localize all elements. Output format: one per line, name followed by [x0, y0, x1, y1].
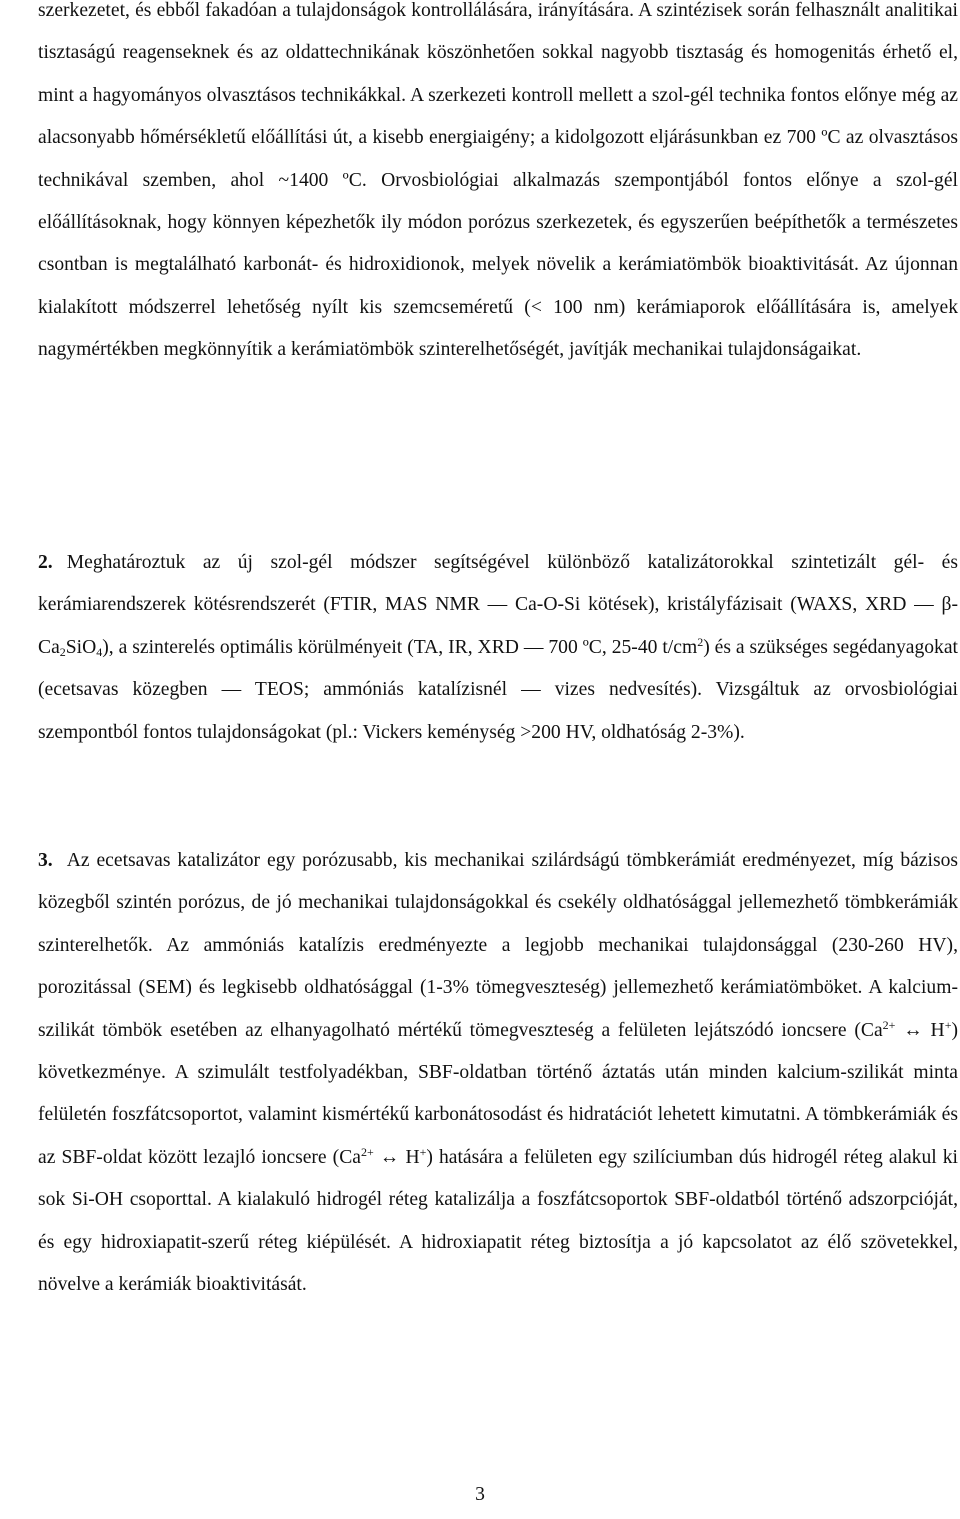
superscript: 2: [697, 634, 704, 649]
paragraph-3-text: ) hatására a felületen egy szilíciumban dús hidrogél réteg alakul ki sok Si-OH csoporttal. A kialakuló hidrogél réteg katalizálja a foszfátcsoportok SBF-oldatból történő adszorpcióját, és egy hidroxiapatit-szerű réteg kiépülését. A hidroxiapatit réteg biztosítja a jó kapcsolatot az élő szövetekkel, növelve a kerámiák bioaktivitását.: [38, 1146, 958, 1296]
paragraph-3-text: Az ecetsavas katalizátor egy porózusabb, kis mechanikai szilárdságú tömbkerámiát eredményezet, míg bázisos közegből szintén porózus, de jó mechanikai tulajdonságokkal és csekély oldhatósággal jellemezhető tömbkerámiák szinterelhetők. Az ammóniás katalízis eredményezte a legjobb mechanikai tulajdonsággal (230-260 HV), porozitással (SEM) és legkisebb oldhatósággal (1-3% tömegveszteség) jellemezhető kerámiatömböket. A kalcium-szilikát tömbök esetében az elhanyagolható mértékű tömegveszteség a felületen lejátszódó ioncsere (Ca: [38, 850, 958, 1041]
subscript: 2: [59, 644, 66, 659]
paragraph-3-number: 3.: [38, 850, 53, 871]
paragraph-3-text: ↔ H: [373, 1146, 420, 1168]
page-number: 3: [475, 1484, 485, 1505]
superscript: 2+: [360, 1144, 374, 1159]
paragraph-2-text: SiO: [65, 636, 97, 658]
paragraph-3-text: ↔ H: [895, 1019, 945, 1041]
paragraph-3: [38, 840, 958, 1306]
paragraph-2-number: 2.: [38, 552, 53, 573]
paragraph-2-text: ), a szinterelés optimális körülményeit (TA, IR, XRD — 700 ºC, 25-40 t/cm: [102, 636, 698, 658]
superscript: +: [944, 1017, 952, 1032]
paragraph-2-text: ) és a szükséges segédanyagokat (ecetsavas közegben — TEOS; ammóniás katalízisnél — vizes nedvesítés). Vizsgáltuk az orvosbiológiai szempontból fontos tulajdonságokat (pl.: Vickers keménység >200 HV, oldhatóság 2-3%).: [38, 636, 958, 743]
paragraph-3-text: ) következménye. A szimulált testfolyadékban, SBF-oldatban történő áztatás után minden kalcium-szilikát minta felületén foszfátcsoportot, valamint kismértékű karbonátosodást és hidratációt lehetett kimutatni. A tömbkerámiák és az SBF-oldat között lezajló ioncsere (Ca: [38, 1019, 958, 1168]
superscript: +: [419, 1144, 427, 1159]
superscript: 2+: [882, 1017, 896, 1032]
paragraph-1: szerkezetet, és ebből fakadóan a tulajdonságok kontrollálására, irányítására. A szintézisek során felhasznált analitikai tisztaságú reagenseknek és az oldattechnikának köszönhetően sokkal nagyobb tisztaság és homogenitás érhető el, mint a hagyományos olvasztásos technikákkal. A szerkezeti kontroll mellett a szol-gél technika fontos előnye még az alacsonyabb hőmérsékletű előállítási út, a kisebb energiaigény; a kidolgozott eljárásunkban ez 700 ºC az olvasztásos technikával szemben, ahol ~1400 ºC. Orvosbiológiai alkalmazás szempontjából fontos előnye a szol-gél előállításoknak, hogy könnyen képezhetők ily módon porózus szerkezetek, és egyszerűen beépíthetők a természetes csontban is megtalálható karbonát- és hidroxidionok, melyek növelik a kerámiatömbök bioaktivitását. Az újonnan kialakított módszerrel lehetőség nyílt kis szemcseméretű (< 100 nm) kerámiaporok előállítására is, amelyek nagymértékben megkönnyítik a kerámiatömbök szinterelhetőségét, javítják mechanikai tulajdonságaikat.: [38, 0, 958, 361]
subscript: 4: [96, 644, 103, 659]
paragraph-2-text: Meghatároztuk az új szol-gél módszer segítségével különböző katalizátorokkal szintetizált gél- és kerámiarendszerek kötésrendszerét (FTIR, MAS NMR — Ca-O-Si kötések), kristályfázisait (WAXS, XRD — β-Ca: [38, 552, 958, 658]
paragraph-2: [38, 542, 958, 754]
